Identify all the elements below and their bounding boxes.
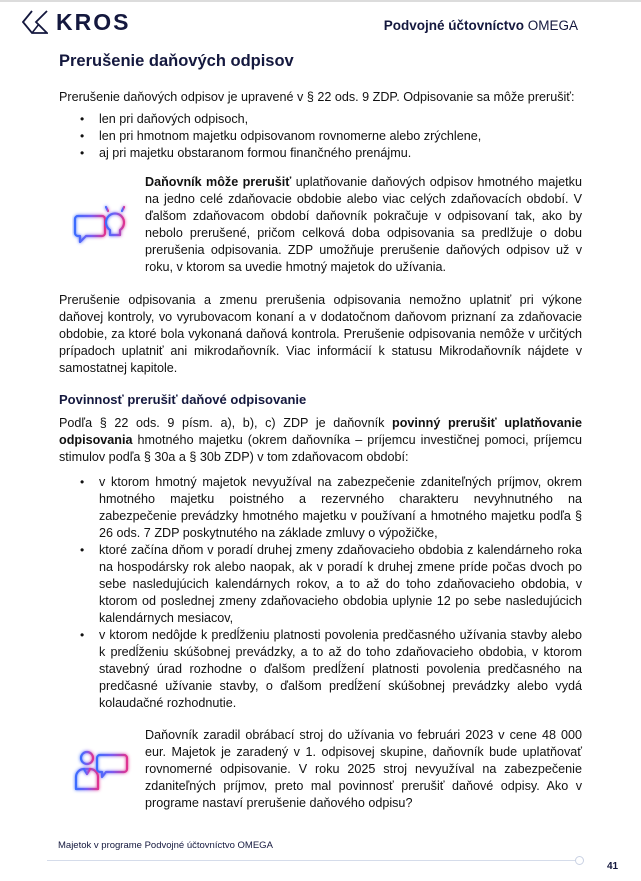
lightbulb-chat-icon <box>59 174 145 276</box>
obligations-list <box>59 474 582 712</box>
product-name <box>384 18 578 33</box>
footer-circle-icon <box>575 856 584 865</box>
obligation-paragraph <box>59 415 582 466</box>
intro-paragraph: Prerušenie daňových odpisov je upravené v § 22 ods. 9 ZDP. Odpisovanie sa môže prerušiť: <box>59 90 575 104</box>
product-name-rest: OMEGA <box>523 18 578 33</box>
list-item: • len pri hmotnom majetku odpisovanom rovnomerne alebo zrýchlene, <box>99 128 582 145</box>
conditions-list <box>59 111 582 162</box>
obligation-rest: hmotného majetku (okrem daňovníka – príjemcu investičnej pomoci, príjemcu stimulov podľa § 30a a § 30b ZDP) v tom zdaňovacom období: <box>59 433 582 464</box>
tip-bold-lead: Daňovník môže prerušiť <box>145 175 292 189</box>
list-item: • ktoré začína dňom v poradí druhej zmeny zdaňovacieho obdobia z kalendárneho roka na hospodársky rok alebo naopak, ak v poradí k druhej zmene príde počas dvoch po sebe nasledujúcich kalendárnych rokov, a to až do toho zdaňovacieho obdobia, v ktorom od poslednej zmeny zdaňovacieho obdobia uplynie 12 po sebe nasledujúcich kalendárnych mesiacov, <box>99 542 582 627</box>
list-item: • aj pri majetku obstaranom formou finančného prenájmu. <box>99 145 582 162</box>
footer-divider <box>47 860 576 861</box>
person-speech-icon <box>59 727 145 812</box>
tip-text <box>145 174 582 276</box>
example-text: Daňovník zaradil obrábací stroj do užívania vo februári 2023 v cene 48 000 eur. Majetok je zaradený v 1. odpisovej skupine, daňovník bude uplatňovať rovnomerné odpisovanie. V roku 2025 stroj nevyužíval na zabezpečenie zdaniteľných príjmov, preto mal povinnosť prerušiť daňové odpisy. Ako v programe nastaví prerušenie daňového odpisu? <box>145 728 582 810</box>
page-number: 41 <box>607 861 619 872</box>
brand-name: KROS <box>56 9 131 35</box>
footer-title: Majetok v programe Podvojné účtovníctvo OMEGA <box>58 840 273 851</box>
list-item: • v ktorom hmotný majetok nevyužíval na zabezpečenie zdaniteľných príjmov, okrem hmotného majetku poistného a rezervného charakteru nevyhnutného na zabezpečenie prevádzky hmotného majetku v používaní a hmotného majetku podľa § 26 ods. 7 ZDP poskytnutého na základe zmluvy o výpožičke, <box>99 474 582 542</box>
tip-callout <box>59 174 582 276</box>
list-item: • len pri daňových odpisoch, <box>99 111 582 128</box>
page-title: Prerušenie daňových odpisov <box>59 52 294 70</box>
kros-logo-icon <box>22 10 48 34</box>
list-item: • v ktorom nedôjde k predĺženiu platnosti povolenia predčasného užívania stavby alebo k predĺženiu skúšobnej prevádzky, a to až do toho zdaňovacieho obdobia, v ktorom stavebný úrad rozhodne o ďalšom predĺžení platnosti povolenia predčasného na predčasné užívanie stavby, o ďalšom predĺžení skúšobnej prevádzky alebo vydá kolaudačné rozhodnutie. <box>99 627 582 712</box>
product-name-bold: Podvojné účtovníctvo <box>383 18 524 33</box>
obligation-bold: povinný prerušiť uplatňovanie odpisovania <box>59 416 582 447</box>
obligation-lead: Podľa § 22 ods. 9 písm. a), b), c) ZDP je daňovník <box>59 416 393 430</box>
section-heading: Povinnosť prerušiť daňové odpisovanie <box>59 392 307 407</box>
restriction-paragraph: Prerušenie odpisovania a zmenu prerušenia odpisovania nemožno uplatniť pri výkone daňovej kontroly, vo vyrubovacom konaní a v dodatočnom daňovom priznaní za zdaňovacie obdobie, za ktoré bola vykonaná daňová kontrola. Prerušenie odpisovania nemôže v určitých prípadoch uplatniť ani mikrodaňovník. Viac informácií k statusu Mikrodaňovník nájdete v samostatnej kapitole. <box>59 293 582 375</box>
tip-body: uplatňovanie daňových odpisov hmotného majetku na jedno celé zdaňovacie obdobie alebo viac celých zdaňovacích období. V ďalšom zdaňovacom období daňovník pokračuje v odpisovaní tak, ako by nebolo prerušené, pričom celková doba odpisovania sa predlžuje o dobu prerušenia odpisovania. ZDP umožňuje prerušenie daňových odpisov už v roku, v ktorom sa uvedie hmotný majetok do užívania. <box>145 175 582 274</box>
page-content <box>59 50 582 812</box>
example-callout <box>59 727 582 812</box>
kros-logo <box>22 8 130 36</box>
top-border <box>0 0 641 2</box>
